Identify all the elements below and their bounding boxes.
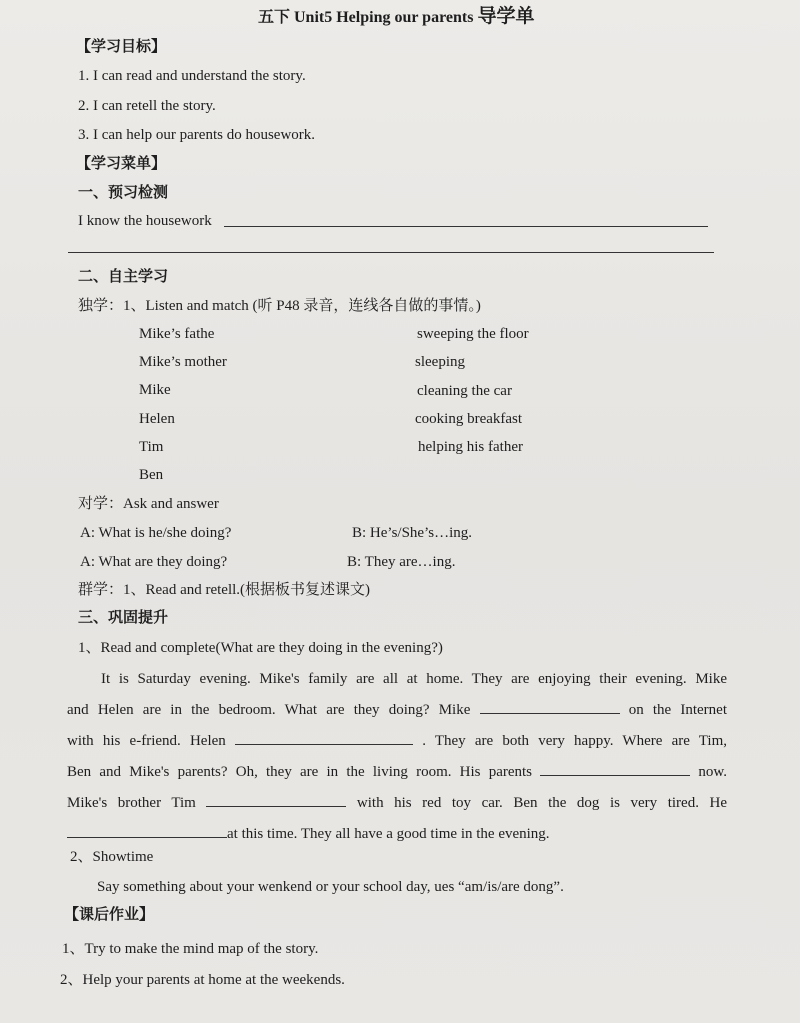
- passage-line: Ben and Mike's parents? Oh, they are in the living room. His parents now.: [67, 757, 727, 788]
- title-text: 五下 Unit5 Helping our parents: [258, 9, 478, 26]
- preview-heading: 一、预习检测: [78, 185, 169, 201]
- blank-field[interactable]: [206, 792, 346, 807]
- title-suffix: 导学单: [477, 6, 535, 27]
- listen-match-task: 独学：1、Listen and match (听 P48 录音，连线各自做的事情。): [78, 298, 481, 314]
- page-title: [258, 8, 534, 27]
- question: A: What is he/she doing?: [80, 525, 232, 541]
- menu-heading: 【学习菜单】: [76, 156, 167, 172]
- blank-field[interactable]: [67, 823, 227, 838]
- objective-item: 3. I can help our parents do housework.: [78, 127, 316, 143]
- passage-line: with his e-friend. Helen . They are both very happy. Where are Tim,: [67, 726, 727, 757]
- match-person: Mike: [139, 382, 171, 398]
- match-activity: sleeping: [415, 354, 465, 370]
- answer-line[interactable]: [68, 252, 714, 253]
- match-person: Mike’s fathe: [139, 326, 215, 342]
- preview-prompt: I know the housework: [78, 213, 212, 229]
- showtime-task: 2、Showtime: [70, 849, 154, 865]
- pair-heading: 对学：Ask and answer: [78, 496, 219, 512]
- blank-field[interactable]: [540, 761, 690, 776]
- match-activity: cooking breakfast: [415, 411, 523, 427]
- answer-line[interactable]: [224, 226, 708, 227]
- group-task: 群学：1、Read and retell.(根据板书复述课文): [78, 582, 371, 598]
- read-complete-task: 1、Read and complete(What are they doing in the evening?): [78, 640, 443, 656]
- blank-field[interactable]: [235, 730, 413, 745]
- question: A: What are they doing?: [80, 554, 228, 570]
- match-activity: helping his father: [418, 439, 523, 455]
- passage-line: and Helen are in the bedroom. What are they doing? Mike on the Internet: [67, 695, 727, 726]
- homework-item: 2、Help your parents at home at the weekends.: [60, 972, 345, 988]
- cloze-passage: [67, 664, 727, 850]
- showtime-instruction: Say something about your wenkend or your school day, ues “am/is/are dong”.: [97, 879, 564, 895]
- homework-heading: 【课后作业】: [64, 907, 155, 923]
- match-person: Helen: [139, 411, 175, 427]
- answer: B: He’s/She’s…ing.: [352, 525, 473, 541]
- match-person: Tim: [139, 439, 164, 455]
- match-person: Mike’s mother: [139, 354, 227, 370]
- passage-line: at this time. They all have a good time in the evening.: [67, 819, 727, 850]
- answer: B: They are…ing.: [347, 554, 456, 570]
- self-study-heading: 二、自主学习: [78, 269, 169, 285]
- passage-line: It is Saturday evening. Mike's family are all at home. They are enjoying their evening. Mike: [101, 671, 727, 687]
- consolidate-heading: 三、巩固提升: [78, 610, 169, 626]
- objectives-heading: 【学习目标】: [76, 39, 167, 55]
- homework-item: 1、Try to make the mind map of the story.: [62, 941, 319, 957]
- match-activity: sweeping the floor: [417, 326, 529, 342]
- passage-line: Mike's brother Tim with his red toy car. Ben the dog is very tired. He: [67, 788, 727, 819]
- objective-item: 2. I can retell the story.: [78, 98, 216, 114]
- objective-item: 1. I can read and understand the story.: [78, 68, 306, 84]
- match-person: Ben: [139, 467, 164, 483]
- match-activity: cleaning the car: [417, 383, 512, 399]
- blank-field[interactable]: [480, 699, 620, 714]
